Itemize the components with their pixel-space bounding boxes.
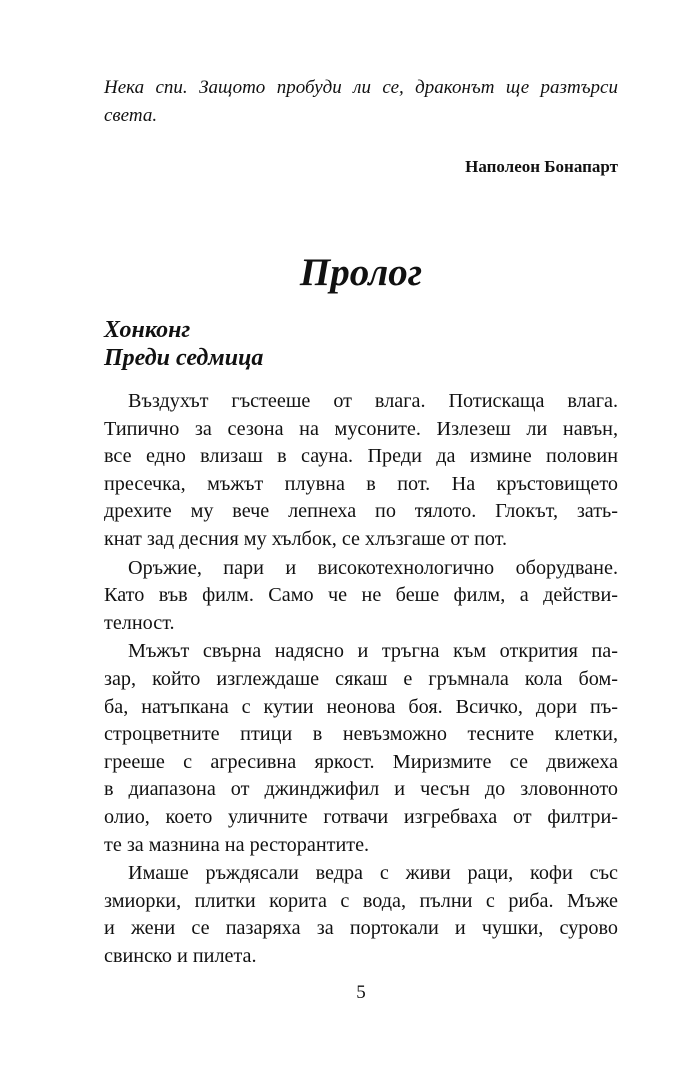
text-line: олио, което уличните готвачи изгребваха от филтри-: [104, 805, 618, 828]
chapter-location: [104, 316, 263, 372]
text-line: Оръжие, пари и високотехнологично оборудване.: [128, 556, 618, 579]
paragraph: [104, 555, 618, 638]
text-line: свинско и пилета.: [104, 944, 257, 967]
body-text: [104, 388, 618, 971]
text-line: дрехите му вече лепнеха по тялото. Глокът, зать-: [104, 500, 618, 523]
text-line: Мъжът свърна надясно и тръгна към открития па-: [128, 640, 618, 663]
text-line: телност.: [104, 611, 175, 634]
text-line: строцветните птици в невъзможно тесните клетки,: [104, 723, 618, 746]
text-line: Въздухът гъстееше от влага. Потискаща влага.: [128, 390, 618, 412]
location-time: Преди седмица: [104, 345, 264, 371]
text-line: змиорки, плитки корита с вода, пълни с риба. Мъже: [104, 889, 618, 912]
text-line: ба, натъпкана с кутии неонова боя. Всичко, дори пъ-: [104, 695, 618, 718]
text-line: грееше с агресивна яркост. Миризмите се движеха: [104, 750, 618, 773]
paragraph: [104, 860, 618, 970]
location-place: Хонконг: [104, 317, 191, 343]
text-line: пресечка, мъжът плувна в пот. На кръстовището: [104, 472, 618, 495]
paragraph: [104, 638, 618, 859]
chapter-title: Пролог: [299, 251, 423, 294]
text-line: Имаше ръждясали ведра с живи раци, кофи със: [128, 862, 618, 885]
text-line: зар, който изглеждаше сякаш е гръмнала кола бом-: [104, 667, 618, 690]
epigraph-quote: Нека спи. Защото пробуди ли се, драконът ще разтърси света.: [104, 77, 618, 126]
text-line: и жени се пазаряха за портокали и чушки, сурово: [104, 917, 618, 940]
text-line: Като във филм. Само че не беше филм, а действи-: [104, 584, 618, 607]
book-page: [104, 0, 618, 1077]
text-line: в диапазона от джинджифил и чесън до зловонното: [104, 778, 618, 801]
text-line: кнат зад десния му хълбок, се хлъзгаше от пот.: [104, 527, 508, 550]
text-line: все едно влизаш в сауна. Преди да измине половин: [104, 445, 618, 468]
epigraph-author: Наполеон Бонапарт: [465, 157, 618, 176]
text-line: Типично за сезона на мусоните. Излезеш ли навън,: [104, 417, 618, 440]
page-number: 5: [356, 982, 366, 1003]
text-line: те за мазнина на ресторантите.: [104, 833, 370, 856]
paragraph: [104, 388, 618, 554]
